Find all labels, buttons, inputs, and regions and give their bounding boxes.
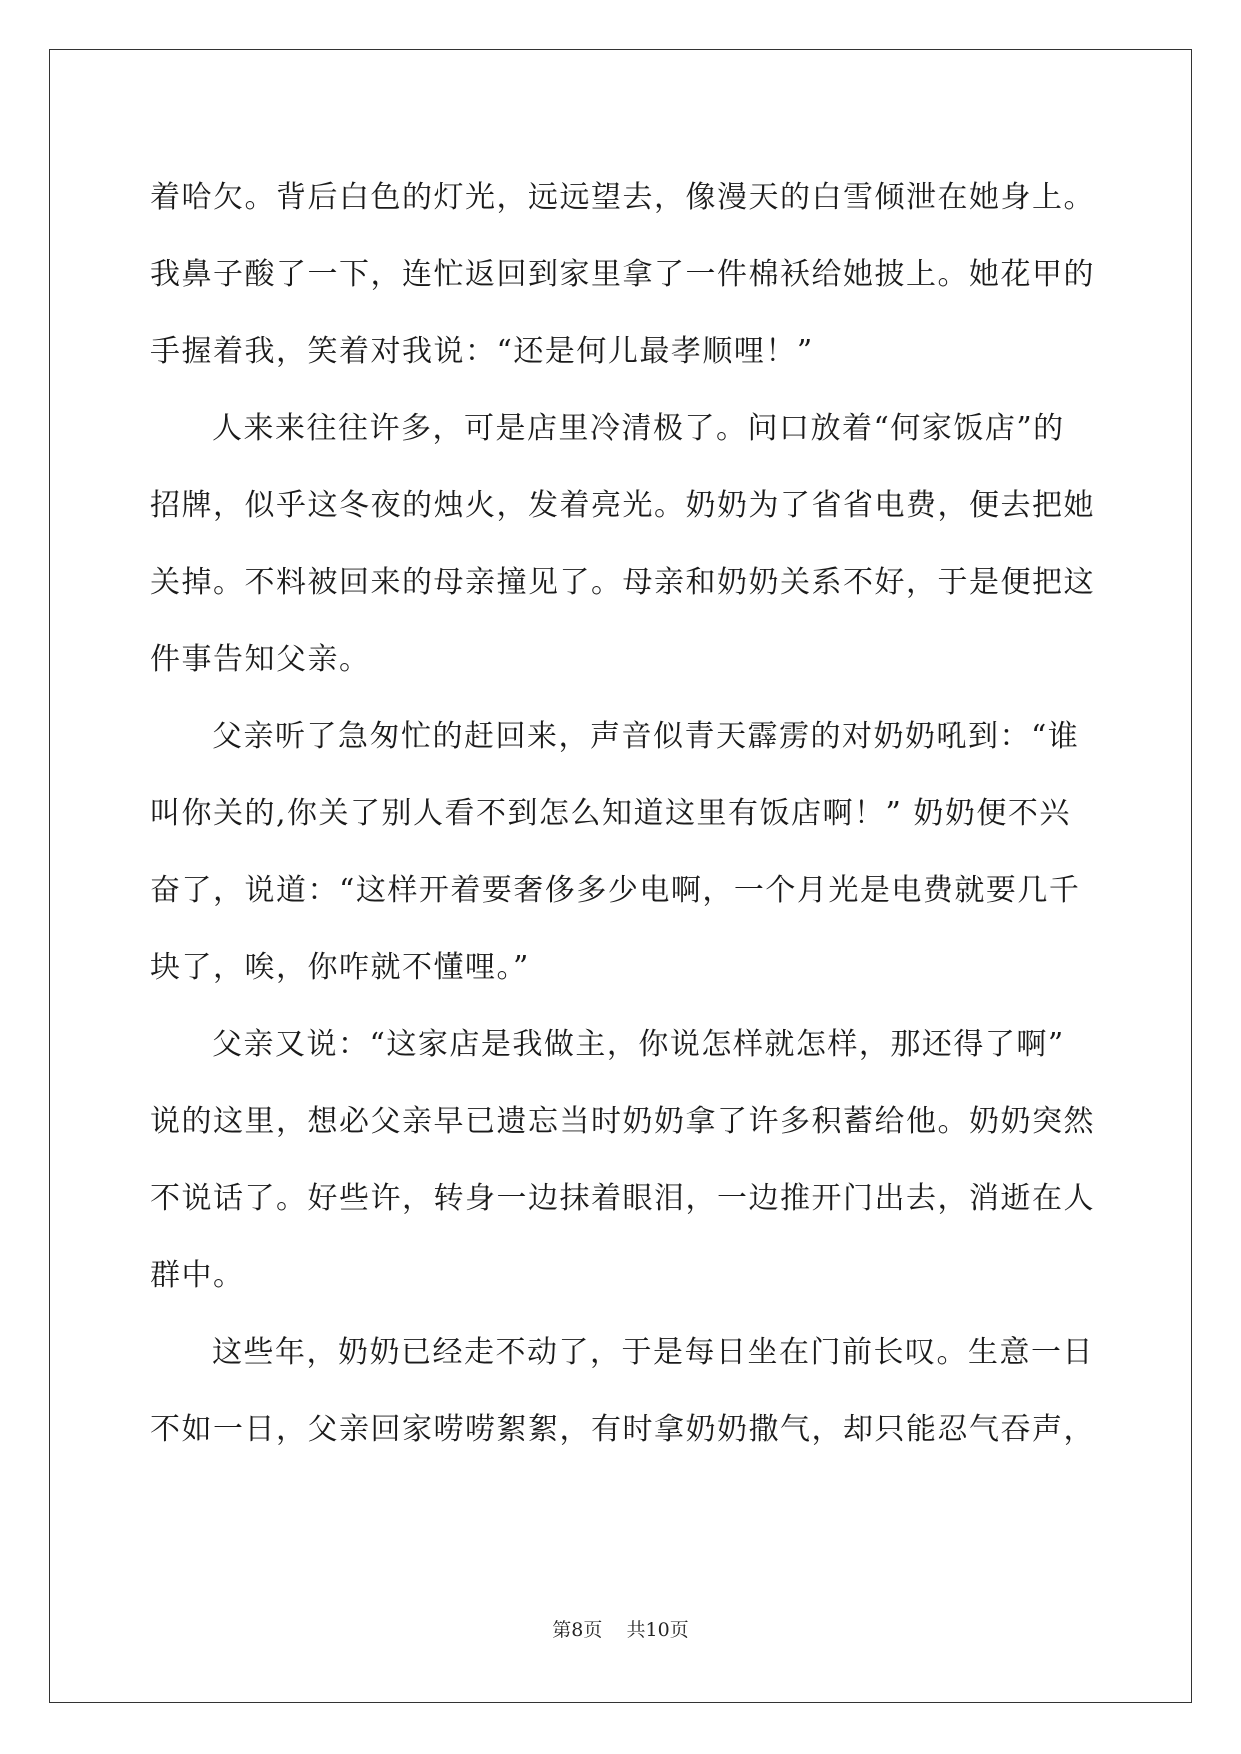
text-line: 人来来往往许多，可是店里冷清极了。问口放着“何家饭店”的 [212,411,1065,446]
text-line: 块了，唉，你咋就不懂哩。” [150,950,530,985]
text-line: 这些年，奶奶已经走不动了，于是每日坐在门前长叹。生意一日 [212,1335,1094,1370]
text-line: 着哈欠。背后白色的灯光，远远望去，像漫天的白雪倾泄在她身上。 [150,180,1095,215]
text-line: 招牌，似乎这冬夜的烛火，发着亮光。奶奶为了省省电费，便去把她 [150,488,1095,523]
text-line: 关掉。不料被回来的母亲撞见了。母亲和奶奶关系不好，于是便把这 [150,565,1095,600]
text-line: 父亲又说：“这家店是我做主，你说怎样就怎样，那还得了啊” [212,1027,1065,1062]
page-number-footer: 第8页 共10页 [552,1619,689,1641]
text-line: 叫你关的,你关了别人看不到怎么知道这里有饭店啊！” 奶奶便不兴 [150,796,1071,831]
text-line: 群中。 [150,1258,245,1293]
text-line: 不说话了。好些许，转身一边抹着眼泪，一边推开门出去，消逝在人 [150,1181,1095,1216]
text-line: 件事告知父亲。 [150,642,371,677]
text-line: 说的这里，想必父亲早已遗忘当时奶奶拿了许多积蓄给他。奶奶突然 [150,1104,1095,1139]
document-body [150,160,1095,1469]
text-line: 父亲听了急匆忙的赶回来，声音似青天霹雳的对奶奶吼到：“谁 [212,719,1080,754]
text-line: 我鼻子酸了一下，连忙返回到家里拿了一件棉袄给她披上。她花甲的 [150,257,1095,292]
text-line: 奋了，说道：“这样开着要奢侈多少电啊，一个月光是电费就要几千 [150,873,1081,908]
text-line: 手握着我，笑着对我说：“还是何儿最孝顺哩！” [150,334,814,369]
text-line: 不如一日，父亲回家唠唠絮絮，有时拿奶奶撒气，却只能忍气吞声， [150,1412,1095,1447]
